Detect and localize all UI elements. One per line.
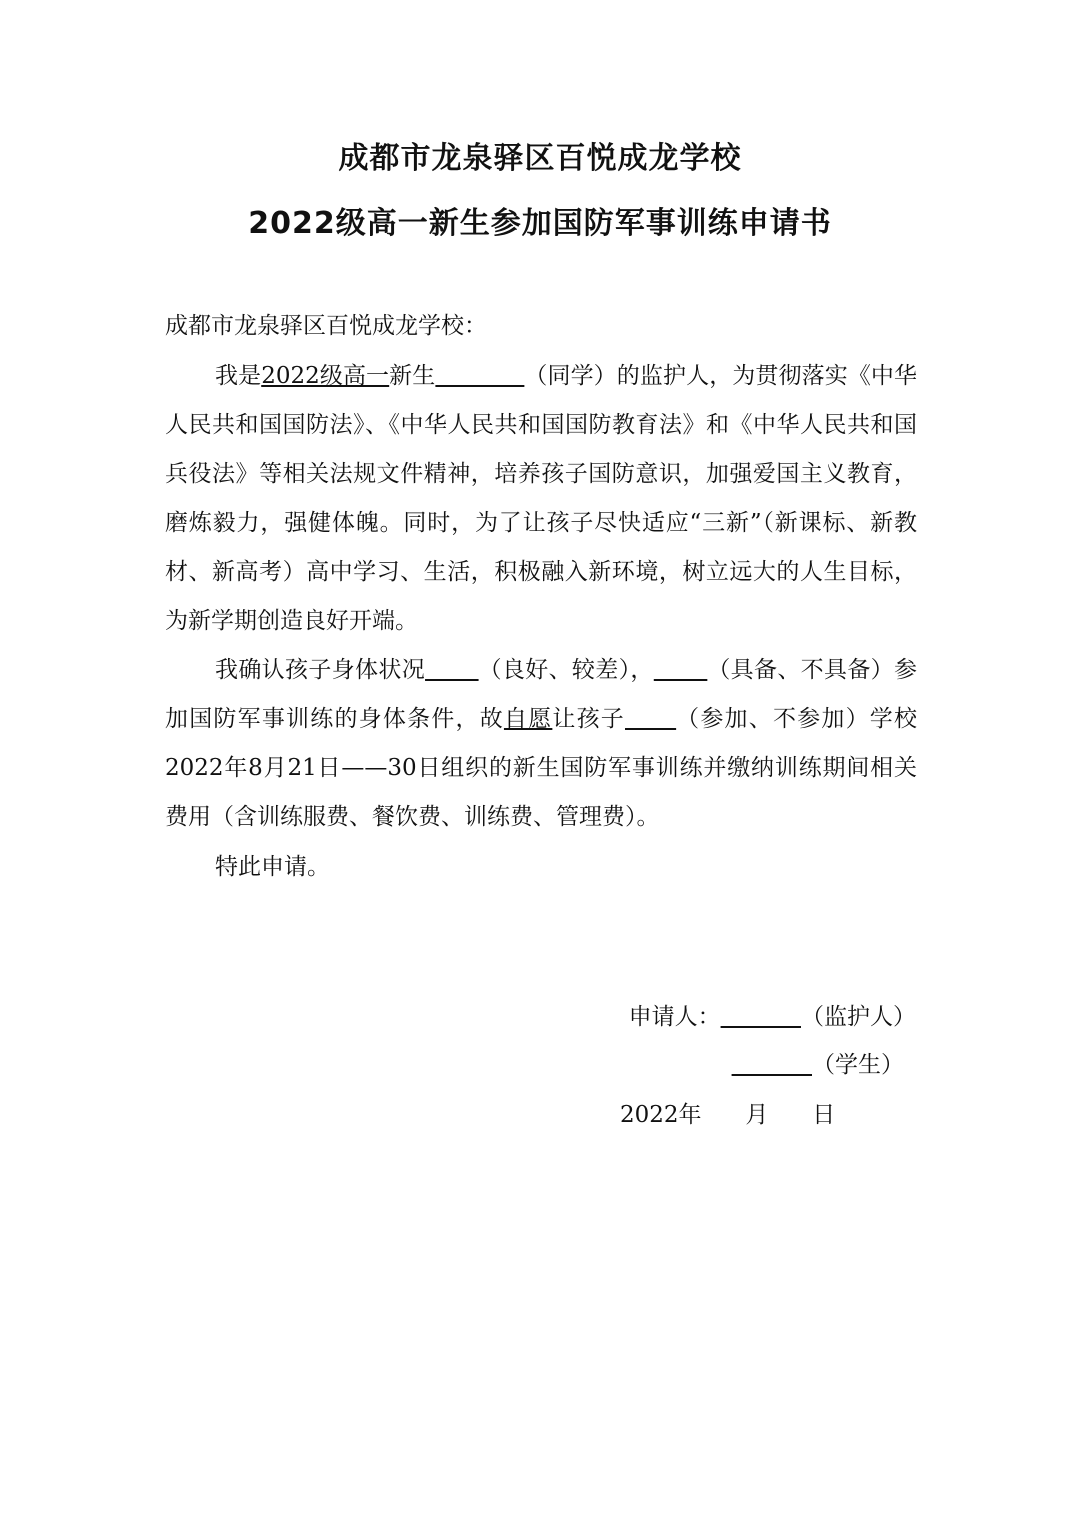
paragraph-confirmation [165,646,917,842]
paragraph-guardian-statement [165,352,917,646]
grade-text: 2022级高一 [261,363,390,389]
guardian-label: （监护人） [801,1004,916,1030]
salutation: 成都市龙泉驿区百悦成龙学校： [165,313,487,339]
school-title: 成都市龙泉驿区百悦成龙学校 [338,141,742,176]
date-day: 日 [812,1102,836,1128]
applicant-line [629,998,916,1031]
health-status-blank[interactable] [425,657,479,683]
p1-lead: 我是 [215,363,262,389]
student-line [732,1046,904,1079]
date-line [620,1096,835,1129]
document-title: 2022级高一新生参加国防军事训练申请书 [248,206,832,241]
date-month: 月 [745,1102,769,1128]
condition-blank[interactable] [654,657,708,683]
student-name-blank[interactable] [435,363,524,389]
p2-rest: （参加、不参加）学校2022年8月21日——30日组织的新生国防军事训练并缴纳训练期间相关费用（含训练服费、餐饮费、训练费、管理费）。 [165,706,918,830]
applicant-label: 申请人： [628,1004,721,1030]
student-signature-blank[interactable] [732,1052,812,1078]
guardian-signature-blank[interactable] [721,1004,801,1030]
participation-blank[interactable] [625,706,676,732]
date-year: 2022年 [620,1102,702,1128]
p1-body: （同学）的监护人，为贯彻落实《中华人民共和国国防法》、《中华人民共和国国防教育法》和《中华人民共和国兵役法》等相关法规文件精神，培养孩子国防意识，加强爱国主义教育，磨炼毅力，强健体魄。同时，为了让孩子尽快适应“三新”（新课标、新教材、新高考）高中学习、生活，积极融入新环境，树立远大的人生目标，为新学期创造良好开端。 [165,363,918,634]
p1-after-grade: 新生 [389,363,436,389]
health-options: （良好、较差）， [478,657,654,683]
closing: 特此申请。 [215,854,330,880]
condition-options: （具备、不具备）参加国防军事训练的身体条件，故 [165,657,918,732]
voluntary-text: 自愿 [503,706,553,732]
let-child-text: 让孩子 [552,706,625,732]
student-label: （学生） [812,1052,904,1078]
p2-lead: 我确认孩子身体状况 [215,657,426,683]
